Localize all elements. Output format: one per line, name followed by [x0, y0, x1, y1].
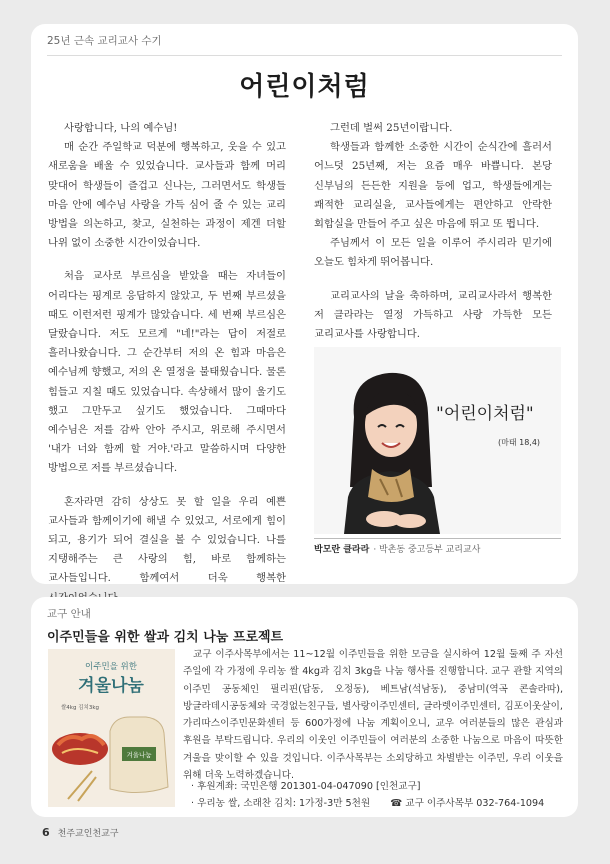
notice-card [31, 597, 578, 817]
poster-small-text: 쌀4kg 김치3kg [60, 705, 100, 711]
article-paragraph: 학생들과 함께한 소중한 시간이 순식간에 흘러서 어느덧 25년째, 저는 요즘 매우 바쁩니다. 본당 신부님의 든든한 지원을 등에 업고, 학생들에게는 쾌적한 교리실을, 교사들에게는 편안하고 안락한 회합실을 만들어 주고 싶은 마음에 뛰고 또 뜁니다. [314, 141, 552, 231]
poster-headline: 겨울나눔 [78, 676, 144, 696]
price-contact-info [191, 795, 544, 809]
poster-graphic [48, 649, 175, 807]
article-paragraph: 처음 교사로 부르심을 받았을 때는 자녀들이 어리다는 핑계로 응답하지 않았고, 두 번째 부르셨을 때도 이런저런 핑계가 많았습니다. 세 번째 부르심은 달랐습니다. 저도 모르게 "네!"라는 답이 저절로 흘러나왔습니다. 그 순간부터 저의 온 힘과 마음은 예수님께 향했고, 저의 온 열정을 불태웠습니다. 물론 힘들고 지칠 때도 있었습니다. 속상해서 많이 울기도 했고 그만두고 싶기도 했었습니다. 그때마다 예수님은 저를 감싸 안아 주시고, 위로해 주시면서 '내가 너와 함께 할 거야.'라고 말씀하시며 다양한 방법으로 저를 부르셨습니다. [48, 270, 286, 475]
author-role: · 박촌동 중고등부 교리교사 [373, 545, 481, 555]
article-paragraph: 매 순간 주일학교 덕분에 행복하고, 웃을 수 있고 새로움을 배울 수 있었습니다. 교사들과 함께 머리 맞대어 학생들이 즐겁고 신나는, 그러면서도 학생들 마음 안에 예수님 사랑을 가득 심어 줄 수 있는 교리 방법을 의논하고, 찾고, 실천하는 과정이 제겐 더할 나위 없이 소중한 시간이었습니다. [48, 141, 286, 250]
article-paragraph: 교리교사의 날을 축하하며, 교리교사라서 행복한 저 클라라는 열정 가득하고 사랑 가득한 모든 교리교사를 사랑합니다. [314, 289, 552, 341]
poster-badge: 겨울나눔 [126, 751, 152, 759]
publication-name: 천주교인천교구 [57, 829, 119, 839]
article-right-column [314, 119, 552, 358]
article-divider [47, 55, 562, 56]
notice-body [183, 646, 563, 784]
article-paragraph: 혼자라면 감히 상상도 못 할 일을 우리 예쁜 교사들과 함께이기에 해낼 수 있었고, 서로에게 힘이 되고, 용기가 되어 결실을 볼 수 있었습니다. 나를 지탱해주는 큰 사랑의 힘, 바로 함께하는 교사들입니다. 함께여서 더욱 행복한 [48, 495, 286, 585]
author-illustration [314, 347, 561, 534]
article-paragraph: 그런데 벌써 25년이랍니다. [330, 122, 453, 134]
notice-paragraph: 교구 이주사목부에서는 11~12월 이주민들을 위한 모금을 실시하여 12월 둘째 주 자선 주일에 각 가정에 우리농 쌀 4kg과 김치 3kg을 나눔 행사를 진행합니다. 교구 관할 지역의 이주민 공동체인 필리핀(답동, 오정동), 베트남(석남동), 중남미(역곡 콘솔라따), 방글라데시공동체와 국경없는친구들, 별사랑이주민센터, 글라렛이주민센터, 김포이웃살이, 가리따스이주민문화센터 등 600가정에 나눔 계획이오니, 교우 여러분들의 많은 관심과 후원을 부탁드립니다. 우리의 이웃인 이주민들이 여러분의 소중한 나눔으로 마음이 따뜻한 겨울을 맞이할 수 있을 것입니다. 이주사목부는 소외당하고 차별받는 이주민, 우리 이웃을 위해 더욱 노력하겠습니다. [183, 649, 563, 782]
contact-info: 교구 이주사목부 032-764-1094 [405, 798, 545, 809]
article-section-label: 25년 근속 교리교사 수기 [47, 35, 162, 47]
poster-subtitle: 이주민을 위한 [85, 662, 137, 672]
article-paragraph: 주님께서 이 모든 일을 이루어 주시리라 믿기에 오늘도 힘차게 뛰어봅니다. [314, 237, 552, 269]
handwriting-text: "어린이처럼" [436, 404, 534, 424]
page-number: 6 [42, 826, 50, 839]
article-left-column [48, 119, 286, 622]
page-footer [42, 826, 119, 839]
donation-account-info: · 후원계좌: 국민은행 201301-04-047090 [인천교구] [191, 781, 421, 792]
price-info: · 우리농 쌀, 소래찬 김치: 1가정-3만 5천원 [191, 798, 371, 809]
author-name: 박모란 클라라 [314, 545, 370, 555]
author-caption [314, 542, 480, 555]
notice-title: 이주민들을 위한 쌀과 김치 나눔 프로젝트 [47, 630, 284, 645]
winter-sharing-poster [48, 649, 175, 807]
caption-divider [314, 538, 561, 539]
article-paragraph: 사랑합니다, 나의 예수님! [64, 122, 178, 134]
phone-icon: ☎ [390, 798, 403, 809]
handwriting-reference: (마태 18,4) [498, 438, 541, 447]
article-title: 어린이처럼 [239, 72, 370, 102]
notice-section-label: 교구 안내 [47, 608, 91, 620]
article-card [31, 24, 578, 584]
author-portrait-image [314, 347, 561, 534]
